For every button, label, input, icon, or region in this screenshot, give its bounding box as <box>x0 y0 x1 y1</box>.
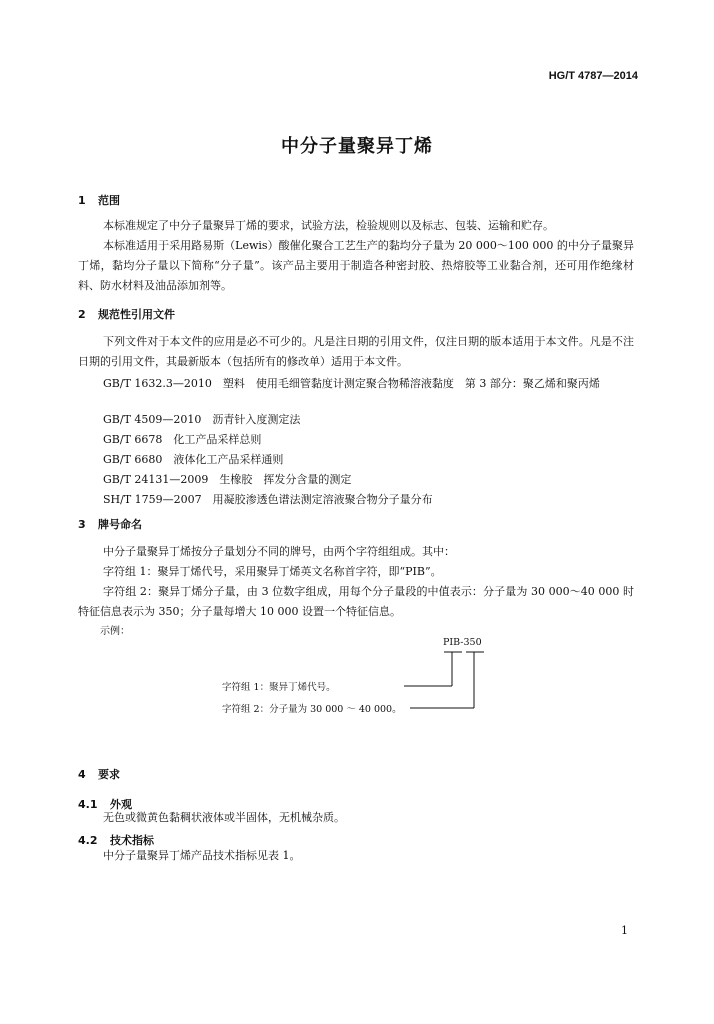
reference-title: 液体化工产品采样通则 <box>173 453 284 466</box>
reference-title: 塑料 使用毛细管黏度计测定聚合物稀溶液黏度 第 3 部分：聚乙烯和聚丙烯 <box>222 377 600 390</box>
section-1-paragraph-2: 本标准适用于采用路易斯（Lewis）酸催化聚合工艺生产的黏均分子量为 20 000～100 000 的中分子量聚异丁烯，黏均分子量以下简称“分子量”。该产品主要用于制造各种密封胶、热熔胶等工业黏合剂，还可用作绝缘材料、防水材料及油品添加剂等。 <box>78 239 634 292</box>
page-title: 中分子量聚异丁烯 <box>281 136 433 157</box>
subsection-title: 外观 <box>110 798 132 811</box>
reference-title: 沥青针入度测定法 <box>212 413 301 426</box>
section-number: 2 <box>78 308 86 321</box>
section-title: 规范性引用文件 <box>98 308 175 321</box>
section-3-paragraph-3: 字符组 2：聚异丁烯分子量，由 3 位数字组成，用每个分子量段的中值表示：分子量为 30 000～40 000 时特征信息表示为 350；分子量每增大 10 000 设置一个特征信息。 <box>78 585 634 618</box>
section-1-paragraph-1: 本标准规定了中分子量聚异丁烯的要求，试验方法，检验规则以及标志、包装、运输和贮存。 <box>103 219 554 232</box>
section-3-paragraph-1: 中分子量聚异丁烯按分子量划分不同的牌号，由两个字符组组成。其中： <box>103 545 455 558</box>
section-4-heading <box>78 766 120 782</box>
section-title: 要求 <box>98 768 120 781</box>
section-2-intro: 下列文件对于本文件的应用是必不可少的。凡是注日期的引用文件，仅注日期的版本适用于本文件。凡是不注日期的引用文件，其最新版本（包括所有的修改单）适用于本文件。 <box>78 335 634 368</box>
reference-code: SH/T 1759—2007 <box>103 493 202 506</box>
reference-code: GB/T 1632.3—2010 <box>103 377 212 390</box>
reference-code: GB/T 24131—2009 <box>103 473 209 486</box>
section-number: 4 <box>78 768 86 781</box>
subsection-4-1-text: 无色或微黄色黏稠状液体或半固体，无机械杂质。 <box>103 811 345 824</box>
reference-title: 用凝胶渗透色谱法测定溶液聚合物分子量分布 <box>212 493 433 506</box>
reference-code: GB/T 4509—2010 <box>103 413 202 426</box>
example-line-2: 字符组 2：分子量为 30 000 ～ 40 000。 <box>222 704 402 715</box>
example-code: PIB-350 <box>443 637 482 648</box>
section-3-paragraph-2: 字符组 1：聚异丁烯代号，采用聚异丁烯英文名称首字符，即“PIB”。 <box>103 565 442 578</box>
subsection-number: 4.1 <box>78 798 98 811</box>
subsection-title: 技术指标 <box>110 834 154 847</box>
reference-title: 生橡胶 挥发分含量的测定 <box>219 473 352 486</box>
section-number: 1 <box>78 194 86 207</box>
standard-code: HG/T 4787—2014 <box>548 70 638 82</box>
reference-title: 化工产品采样总则 <box>173 433 262 446</box>
reference-code: GB/T 6678 <box>103 433 163 446</box>
example-label: 示例： <box>100 626 130 637</box>
section-number: 3 <box>78 518 86 531</box>
reference-code: GB/T 6680 <box>103 453 163 466</box>
subsection-4-2-text: 中分子量聚异丁烯产品技术指标见表 1。 <box>103 849 301 862</box>
subsection-number: 4.2 <box>78 834 98 847</box>
example-line-1: 字符组 1：聚异丁烯代号。 <box>222 682 336 693</box>
section-title: 牌号命名 <box>98 518 142 531</box>
page-number: 1 <box>621 924 628 937</box>
section-title: 范围 <box>98 194 120 207</box>
